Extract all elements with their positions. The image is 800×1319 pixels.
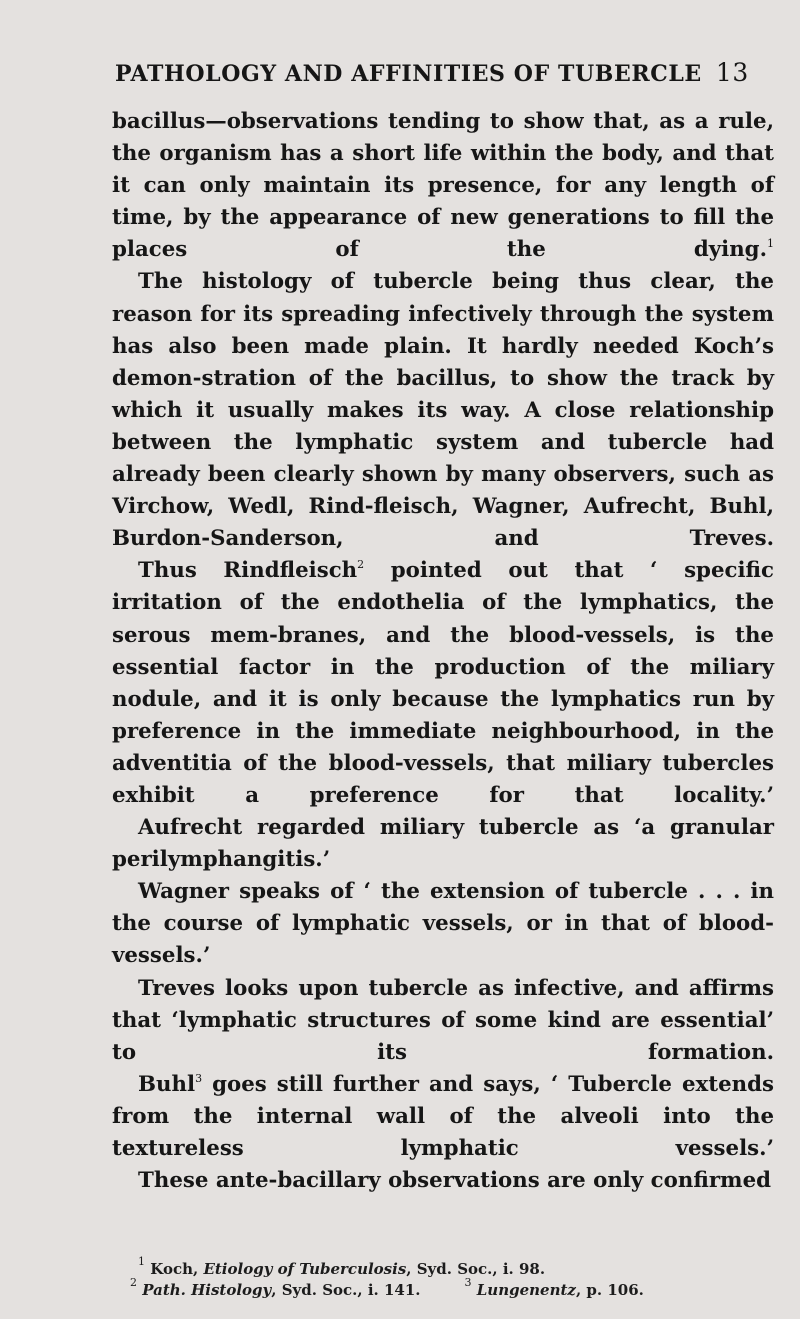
paragraph	[112, 1069, 774, 1165]
paragraph: The histology of tubercle being thus clear, the reason for its spreading infectively through the system has also been made plain. It hardly needed Koch’s demon-stration of the bacillus, to show the track by which it usually makes its way. A close relationship between the lymphatic system and tubercle had already been clearly shown by many observers, such as Virchow, Wedl, Rind-fleisch, Wagner, Aufrecht, Buhl, Burdon-Sanderson, and Treves.	[112, 269, 774, 552]
paragraph-text: Buhl	[138, 1071, 196, 1097]
paragraph: Treves looks upon tubercle as infective, and affirms that ‘lymphatic structures of some kind are essential’ to its formation.	[112, 975, 774, 1065]
footnote	[130, 1276, 778, 1301]
paragraph: These ante-bacillary observations are only confirmed	[138, 1168, 772, 1194]
footnote-author: Koch,	[150, 1260, 204, 1278]
footnote-title: Path. Histology	[142, 1281, 272, 1299]
paragraph	[112, 106, 774, 266]
paragraph-text: bacillus—observations tending to show that, as a rule, the organism has a short life within the body, and that it can only maintain its presence, for any length of time, by the appearance of new generations to fill the places of the dying.	[112, 109, 774, 263]
footnote-ref: 1	[767, 237, 774, 251]
paragraph-text: pointed out that ‘ specific irritation of the endothelia of the lymphatics, the serous mem-branes, and the blood-vessels, is the essential factor in the production of the miliary nodule, and it is only because the lymphatics run by preference in the immediate neighbourhood, in the adventitia of the blood-vessels, that miliary tubercles exhibit a preference for that locality.’	[112, 558, 775, 808]
page-number: 13	[715, 58, 749, 87]
paragraph-text: Thus Rindfleisch	[138, 558, 358, 584]
running-title: PATHOLOGY AND AFFINITIES OF TUBERCLE	[115, 61, 702, 87]
footnote	[138, 1255, 778, 1280]
running-header	[115, 58, 775, 87]
footnote-title: Lungenentz	[476, 1281, 576, 1299]
paragraph	[112, 555, 774, 812]
footnote-mark: 2	[130, 1276, 137, 1289]
footnote-ref: 3	[195, 1071, 203, 1085]
body-text	[112, 106, 774, 1197]
paragraph: Aufrecht regarded miliary tubercle as ‘a granular perilymphangitis.’	[112, 815, 774, 873]
footnote-source: , Syd. Soc., i. 98.	[406, 1260, 546, 1278]
footnote-source: , p. 106.	[575, 1281, 644, 1299]
footnotes	[130, 1255, 778, 1301]
footnote-ref: 2	[357, 558, 365, 572]
paragraph-text: goes still further and says, ‘ Tubercle extends from the internal wall of the alveoli into the textureless lymphatic vessels.’	[112, 1071, 774, 1161]
paragraph: Wagner speaks of ‘ the extension of tubercle . . . in the course of lymphatic vessels, or in that of blood-vessels.’	[112, 879, 774, 969]
footnote-title: Etiology of Tuberculosis	[203, 1260, 407, 1278]
footnote-source: , Syd. Soc., i. 141.	[271, 1281, 421, 1299]
footnote-mark: 3	[464, 1276, 472, 1289]
footnote-mark: 1	[138, 1255, 145, 1268]
